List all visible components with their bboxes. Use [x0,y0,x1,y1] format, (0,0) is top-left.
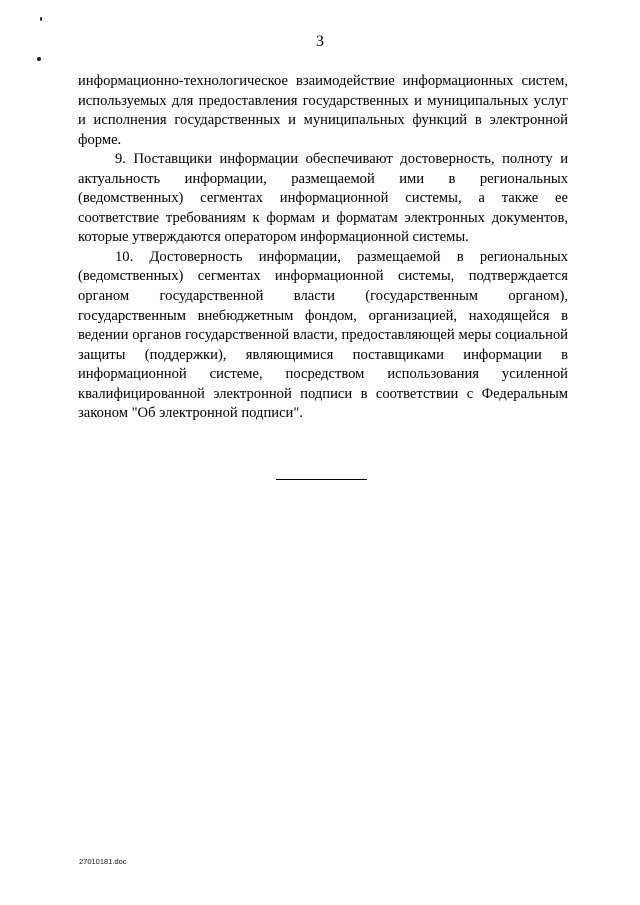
scan-speck [37,57,41,61]
scan-speck [40,17,42,21]
page-number: 3 [316,33,324,50]
file-code: 27010181.doc [79,857,127,866]
paragraph-10: 10. Достоверность информации, размещаемой в региональных (ведомственных) сегментах информационной системы, подтверждается органом государственной власти (государственным органом), государственным внебюджетным фондом, организацией, находящейся в ведении органов государственной власти, предоставляющей меры социальной защиты (поддержки), являющимися поставщиками информации в информационной системе, посредством использования усиленной квалифицированной электронной подписи в соответствии с Федеральным законом "Об электронной подписи". [78,248,568,422]
document-body [78,72,568,424]
end-separator-line [276,479,367,480]
paragraph-continuation: информационно-технологическое взаимодействие информационных систем, используемых для предоставления государственных и муниципальных услуг и исполнения государственных и муниципальных функций в электронной форме. [78,73,568,148]
paragraph-9: 9. Поставщики информации обеспечивают достоверность, полноту и актуальность информации, размещаемой ими в региональных (ведомственных) сегментах информационной системы, а также ее соответствие требованиям к формам и форматам электронных документов, которые утверждаются оператором информационной системы. [78,151,568,246]
